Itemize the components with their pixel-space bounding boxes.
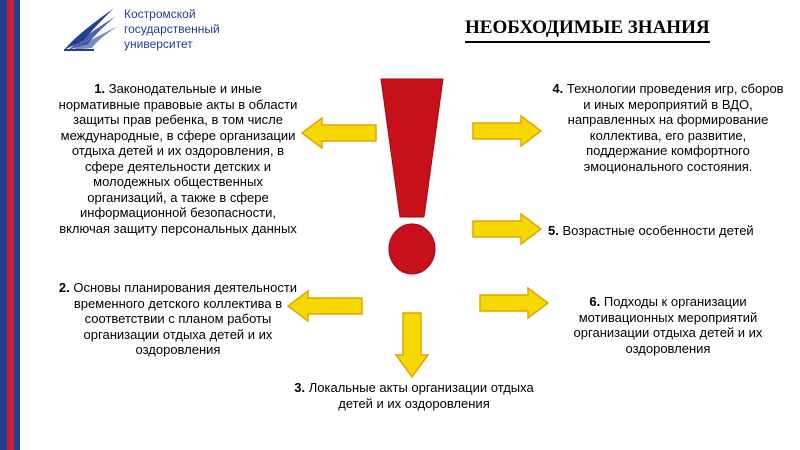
item-number: 1. — [94, 81, 106, 96]
knowledge-item-1 — [58, 81, 298, 236]
arrow-right-5-icon — [471, 212, 543, 246]
item-text: Законодательные и иные нормативные правовые акты в области защиты прав ребенка, в том числе международные, в сфере организации отдыха детей и их оздоровления, в сфере деятельности детских и молодежных общественных организаций, а также в сфере информационной безопасности, включая защиту персональных данных — [58, 81, 298, 236]
item-text: Технологии проведения игр, сборов и иных мероприятий в ВДО, направленных на формирование коллектива, его развитие, поддержание комфортного эмоционального состояния. — [566, 81, 784, 174]
item-number: 3. — [294, 380, 306, 395]
logo-line-1: Костромской — [124, 7, 196, 21]
wing-emblem-icon — [62, 6, 120, 54]
item-number: 2. — [58, 280, 70, 295]
arrow-right-6-icon — [478, 286, 550, 320]
item-number: 6. — [589, 294, 601, 309]
knowledge-item-5 — [548, 223, 794, 239]
logo-line-2: государственный — [124, 22, 220, 36]
stripe-red — [7, 0, 14, 450]
item-text: Подходы к организации мотивационных мероприятий организации отдыха детей и их оздоровления — [573, 294, 763, 356]
item-number: 4. — [552, 81, 564, 96]
arrow-right-4-icon — [471, 114, 543, 148]
exclamation-mark-icon — [376, 77, 448, 277]
side-stripe — [0, 0, 20, 450]
knowledge-item-6 — [548, 294, 788, 356]
item-text: Возрастные особенности детей — [562, 223, 754, 238]
item-number: 5. — [548, 223, 559, 238]
knowledge-item-3 — [294, 380, 534, 411]
university-logo — [62, 6, 252, 56]
item-text: Локальные акты организации отдыха детей и их оздоровления — [308, 380, 534, 411]
knowledge-item-2 — [58, 280, 298, 358]
knowledge-item-4 — [548, 81, 788, 174]
slide-title: НЕОБХОДИМЫЕ ЗНАНИЯ — [465, 17, 710, 43]
item-text: Основы планирования деятельности временного детского коллектива в соответствии с планом работы организации отдыха детей и их оздоровления — [73, 280, 298, 357]
stripe-blue-outer — [0, 0, 7, 450]
stripe-blue-inner — [14, 0, 20, 450]
logo-line-3: университет — [124, 37, 193, 51]
arrow-down-3-icon — [394, 311, 430, 379]
arrow-left-1-icon — [300, 116, 378, 150]
